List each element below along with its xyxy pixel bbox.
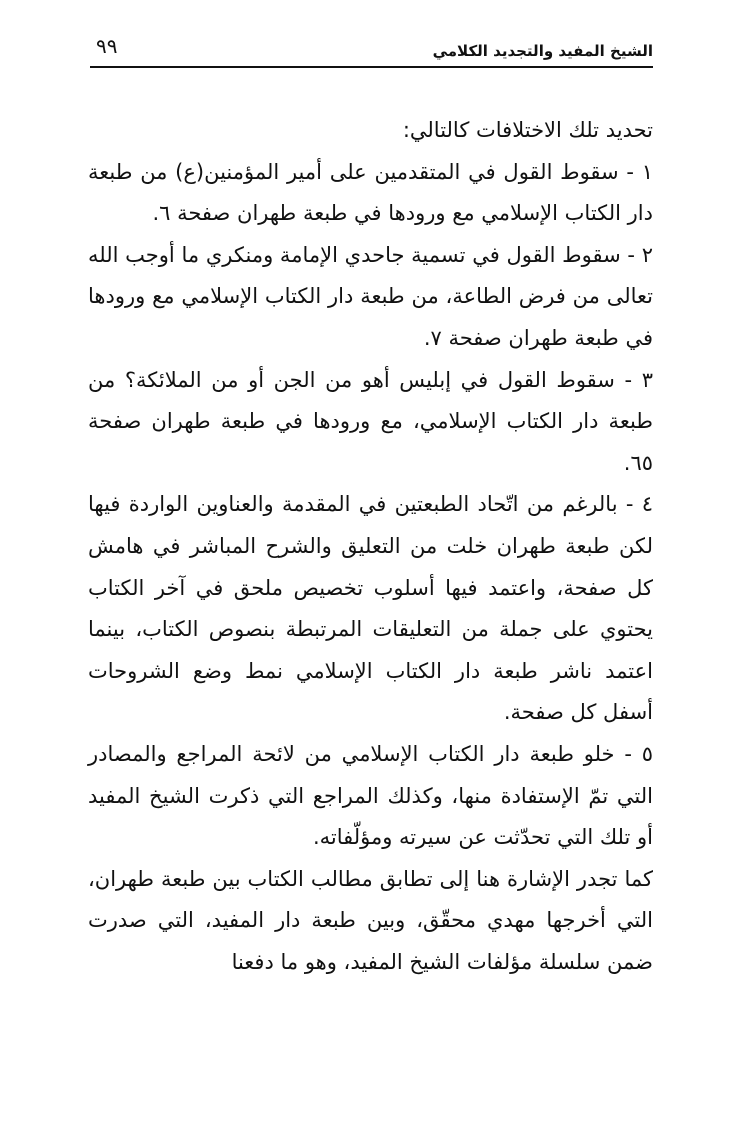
list-item-5: ٥ - خلو طبعة دار الكتاب الإسلامي من لائحة المراجع والمصادر التي تمّ الإستفادة منها، وكذلك المراجع التي ذكرت الشيخ المفيد أو تلك التي تحدّثت عن سيرته ومؤلّفاته.	[88, 741, 653, 850]
list-item-4: ٤ - بالرغم من اتّحاد الطبعتين في المقدمة والعناوين الواردة فيها لكن طبعة طهران خلت من التعليق والشرح المباشر في هامش كل صفحة، واعتمد فيها أسلوب تخصيص ملحق في آخر الكتاب يحتوي على جملة من التعليقات المرتبطة بنصوص الكتاب، بينما اعتمد ناشر طبعة دار الكتاب الإسلامي نمط وضع الشروحات أسفل كل صفحة.	[88, 492, 653, 725]
list-item-3: ٣ - سقوط القول في إبليس أهو من الجن أو من الملائكة؟ من طبعة دار الكتاب الإسلامي، مع ورودها في طبعة طهران صفحة ٦٥.	[88, 367, 653, 475]
list-item-1: ١ - سقوط القول في المتقدمين على أمير المؤمنين(ع) من طبعة دار الكتاب الإسلامي مع ورودها في طبعة طهران صفحة ٦.	[88, 159, 653, 226]
header-divider	[90, 66, 653, 68]
running-header-title: الشيخ المفيد والتجديد الكلامي	[432, 42, 653, 60]
intro-paragraph: تحديد تلك الاختلافات كالتالي:	[402, 118, 653, 142]
page-body	[88, 110, 653, 983]
list-item-2: ٢ - سقوط القول في تسمية جاحدي الإمامة ومنكري ما أوجب الله تعالى من فرض الطاعة، من طبعة دار الكتاب الإسلامي مع ورودها في طبعة طهران صفحة ٧.	[88, 242, 653, 350]
closing-paragraph: كما تجدر الإشارة هنا إلى تطابق مطالب الكتاب بين طبعة طهران، التي أخرجها مهدي محقّق، وبين طبعة دار المفيد، التي صدرت ضمن سلسلة مؤلفات الشيخ المفيد، وهو ما دفعنا	[88, 866, 653, 974]
running-header	[90, 30, 653, 68]
page-number: ٩٩	[96, 34, 118, 58]
